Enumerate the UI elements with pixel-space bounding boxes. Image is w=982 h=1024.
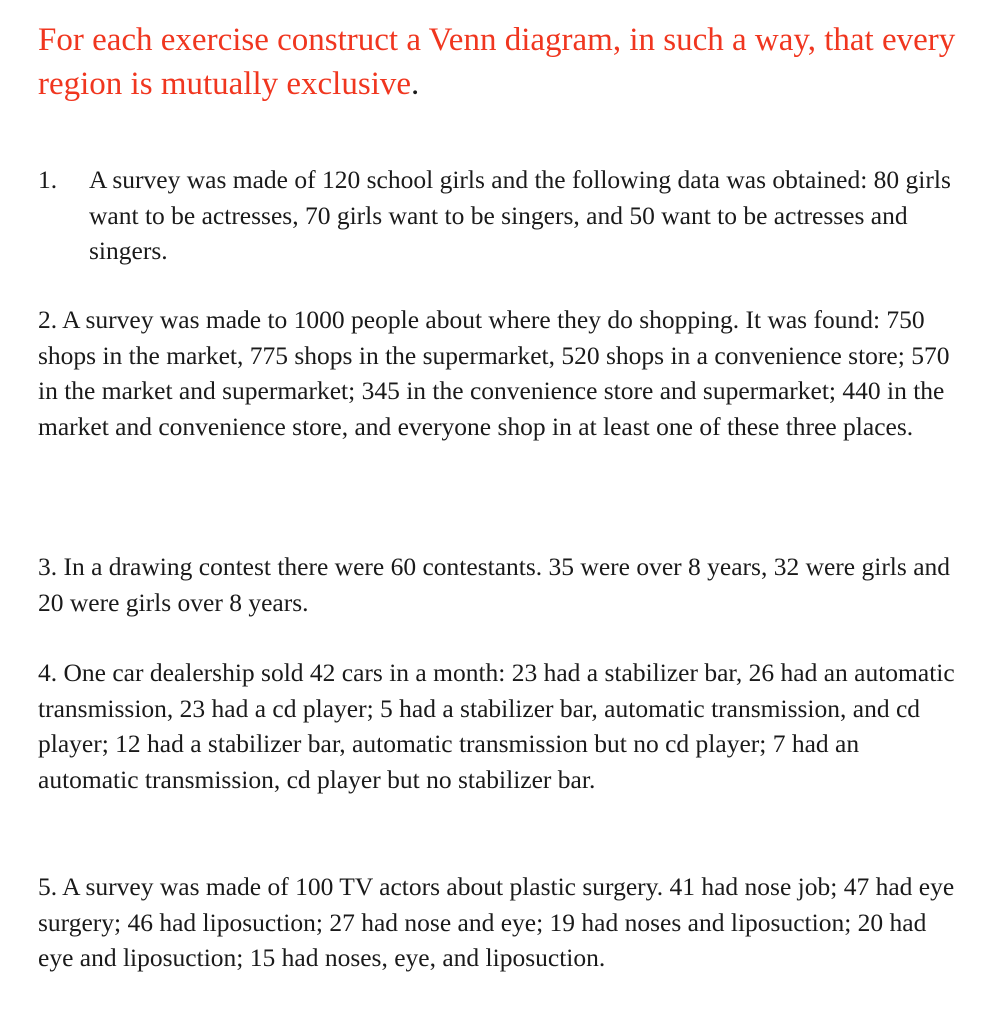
exercise-text: In a drawing contest there were 60 contestants. 35 were over 8 years, 32 were girls and 20 were girls over 8 years. <box>38 552 951 617</box>
heading-text: For each exercise construct a Venn diagram, in such a way, that every region is mutually exclusive <box>38 22 956 102</box>
exercise-number: 1. <box>38 165 58 194</box>
exercise-text: One car dealership sold 42 cars in a month: 23 had a stabilizer bar, 26 had an automatic transmission, 23 had a cd player; 5 had a stabilizer bar, automatic transmission, and cd player; 12 had a stabilizer bar, automatic transmission but no cd player; 7 had an automatic transmission, cd player but no stabilizer bar. <box>38 658 955 794</box>
exercise-text: A survey was made of 120 school girls and the following data was obtained: 80 girls want to be actresses, 70 girls want to be singers, and 50 want to be actresses and singers. <box>89 165 951 265</box>
page-heading <box>38 18 958 106</box>
exercise-1 <box>38 162 958 269</box>
exercise-number: 4. <box>38 658 58 687</box>
exercise-number: 5. <box>38 872 58 901</box>
exercise-4 <box>38 655 958 797</box>
heading-period: . <box>411 66 420 102</box>
exercise-number: 2. <box>38 305 58 334</box>
exercise-text: A survey was made of 100 TV actors about plastic surgery. 41 had nose job; 47 had eye surgery; 46 had liposuction; 27 had nose and eye; 19 had noses and liposuction; 20 had eye and liposuction; 15 had noses, eye, and liposuction. <box>38 872 955 972</box>
exercise-text: A survey was made to 1000 people about where they do shopping. It was found: 750 shops in the market, 775 shops in the supermarket, 520 shops in a convenience store; 570 in the market and supermarket; 345 in the convenience store and supermarket; 440 in the market and convenience store, and everyone shop in at least one of these three places. <box>38 305 950 441</box>
exercise-number: 3. <box>38 552 58 581</box>
exercise-3 <box>38 549 958 620</box>
exercise-5 <box>38 869 958 976</box>
exercise-2 <box>38 302 958 444</box>
